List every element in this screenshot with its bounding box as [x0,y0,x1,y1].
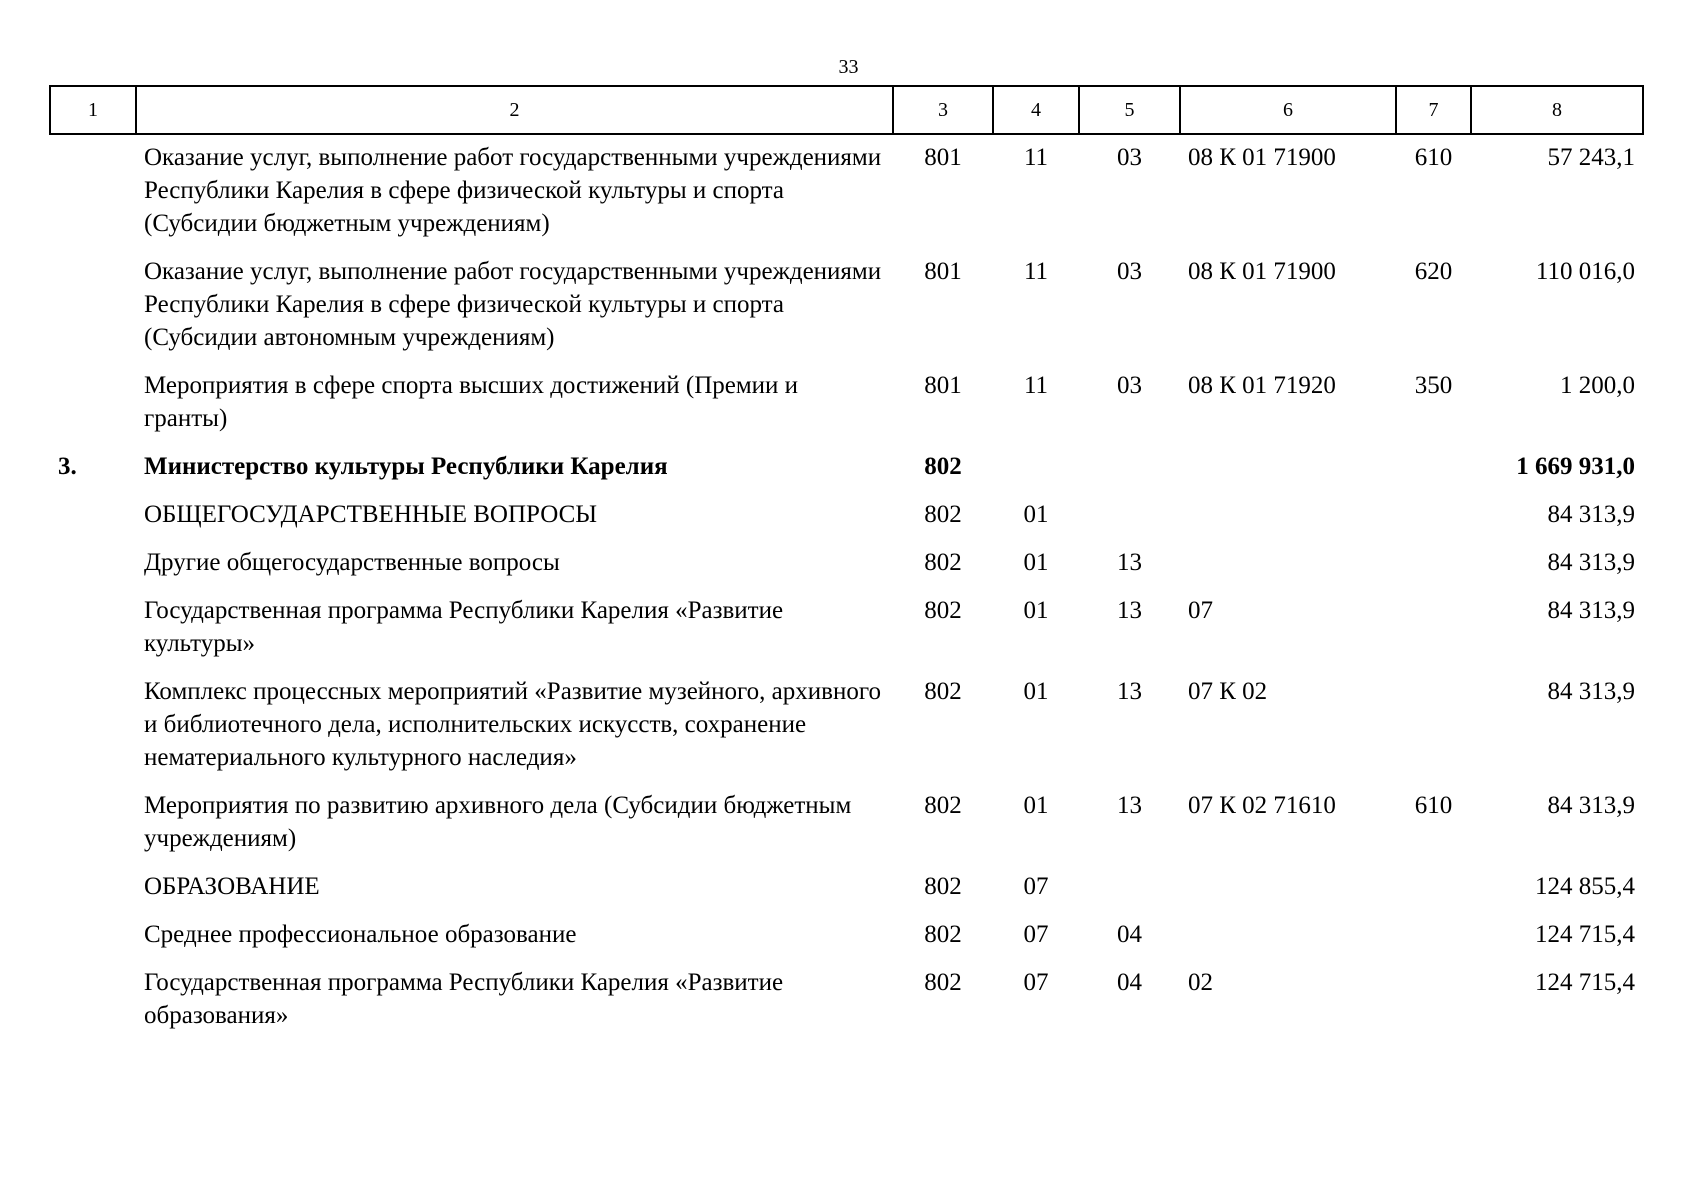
amount: 1 200,0 [1560,372,1635,399]
row-name: Мероприятия в сфере спорта высших достижений (Премии и гранты) [144,372,799,432]
target-article-code: 08 К 01 71900 [1188,144,1336,171]
row-number [50,870,136,918]
amount: 84 313,9 [1547,501,1635,528]
expense-type-code [1396,594,1471,675]
expense-type-code: 610 [1414,144,1453,171]
amount: 124 715,4 [1535,969,1635,996]
table-row [50,594,1643,675]
amount: 1 669 931,0 [1516,453,1635,480]
row-name: ОБЩЕГОСУДАРСТВЕННЫЕ ВОПРОСЫ [144,501,598,528]
target-article-code: 07 К 02 71610 [1188,792,1336,819]
amount: 124 855,4 [1535,873,1635,900]
row-number [50,498,136,546]
target-article-code [1180,450,1396,498]
section-code: 07 [1023,921,1049,948]
section-code: 07 [1023,873,1049,900]
target-article-code: 07 К 02 [1188,678,1268,705]
row-name: Государственная программа Республики Карелия «Развитие образования» [144,969,784,1029]
table-row-ministry [50,450,1643,498]
section-code: 11 [1023,372,1049,399]
expense-type-code [1396,498,1471,546]
column-header: 2 [136,86,893,134]
table-row [50,369,1643,450]
ministry-code: 802 [924,501,962,528]
row-name: Министерство культуры Республики Карелия [144,453,668,480]
section-code: 11 [1023,258,1049,285]
column-header: 4 [993,86,1079,134]
target-article-code: 08 К 01 71920 [1188,372,1336,399]
target-article-code [1180,870,1396,918]
expense-type-code: 350 [1414,372,1453,399]
subsection-code: 04 [1117,969,1142,996]
table-row [50,134,1643,255]
amount: 84 313,9 [1547,549,1635,576]
row-number [50,789,136,870]
subsection-code: 13 [1117,597,1142,624]
ministry-code: 802 [924,921,962,948]
target-article-code [1180,546,1396,594]
column-header: 6 [1180,86,1396,134]
row-number [50,966,136,1047]
row-name: Оказание услуг, выполнение работ государственными учреждениями Республики Карелия в сфере физической культуры и спорта (Субсидии автономным учреждениям) [144,258,882,351]
ministry-code: 801 [924,258,962,285]
column-header: 7 [1396,86,1471,134]
subsection-code: 03 [1117,372,1142,399]
budget-table [49,85,1644,1047]
ministry-code: 802 [924,453,962,480]
table-row [50,789,1643,870]
amount: 84 313,9 [1547,597,1635,624]
row-name: Другие общегосударственные вопросы [144,549,560,576]
column-header: 1 [50,86,136,134]
row-number [50,134,136,255]
ministry-code: 802 [924,549,962,576]
ministry-code: 802 [924,969,962,996]
column-header: 8 [1471,86,1643,134]
section-code: 11 [1023,144,1049,171]
subsection-code [1079,870,1180,918]
expense-type-code [1396,450,1471,498]
subsection-code [1079,498,1180,546]
table-row [50,546,1643,594]
ministry-code: 802 [924,678,962,705]
table-row [50,966,1643,1047]
ministry-code: 801 [924,144,962,171]
table-row [50,498,1643,546]
expense-type-code: 620 [1414,258,1453,285]
page-number: 33 [838,56,859,78]
row-number [50,369,136,450]
ministry-code: 802 [924,597,962,624]
table-row [50,255,1643,369]
row-name: Комплекс процессных мероприятий «Развитие музейного, архивного и библиотечного дела, исполнительских искусств, сохранение нематериального культурного наследия» [144,678,881,771]
row-number [50,255,136,369]
row-number [50,546,136,594]
subsection-code: 13 [1117,678,1142,705]
expense-type-code: 610 [1414,792,1453,819]
target-article-code: 08 К 01 71900 [1188,258,1336,285]
amount: 110 016,0 [1535,258,1635,285]
amount: 124 715,4 [1535,921,1635,948]
target-article-code: 02 [1188,969,1213,996]
column-header: 3 [893,86,993,134]
subsection-code [1079,450,1180,498]
table-row [50,870,1643,918]
subsection-code: 04 [1117,921,1142,948]
expense-type-code [1396,870,1471,918]
section-code: 01 [1023,678,1049,705]
subsection-code: 13 [1117,549,1142,576]
ministry-code: 801 [924,372,962,399]
row-name: Мероприятия по развитию архивного дела (Субсидии бюджетным учреждениям) [144,792,852,852]
section-code: 07 [1023,969,1049,996]
subsection-code: 03 [1117,144,1142,171]
row-number: 3. [58,453,77,480]
column-number-header-row [50,86,1643,134]
row-name: ОБРАЗОВАНИЕ [144,873,320,900]
amount: 57 243,1 [1547,144,1635,171]
subsection-code: 13 [1117,792,1142,819]
section-code: 01 [1023,792,1049,819]
column-header: 5 [1079,86,1180,134]
row-name: Государственная программа Республики Карелия «Развитие культуры» [144,597,784,657]
section-code [993,450,1079,498]
expense-type-code [1396,918,1471,966]
target-article-code: 07 [1188,597,1213,624]
target-article-code [1180,498,1396,546]
row-number [50,918,136,966]
expense-type-code [1396,966,1471,1047]
section-code: 01 [1023,549,1049,576]
row-number [50,594,136,675]
table-row [50,675,1643,789]
subsection-code: 03 [1117,258,1142,285]
amount: 84 313,9 [1547,792,1635,819]
section-code: 01 [1023,597,1049,624]
ministry-code: 802 [924,873,962,900]
row-number [50,675,136,789]
row-name: Оказание услуг, выполнение работ государственными учреждениями Республики Карелия в сфере физической культуры и спорта (Субсидии бюджетным учреждениям) [144,144,882,237]
expense-type-code [1396,546,1471,594]
table-row [50,918,1643,966]
section-code: 01 [1023,501,1049,528]
ministry-code: 802 [924,792,962,819]
target-article-code [1180,918,1396,966]
row-name: Среднее профессиональное образование [144,921,577,948]
amount: 84 313,9 [1547,678,1635,705]
expense-type-code [1396,675,1471,789]
